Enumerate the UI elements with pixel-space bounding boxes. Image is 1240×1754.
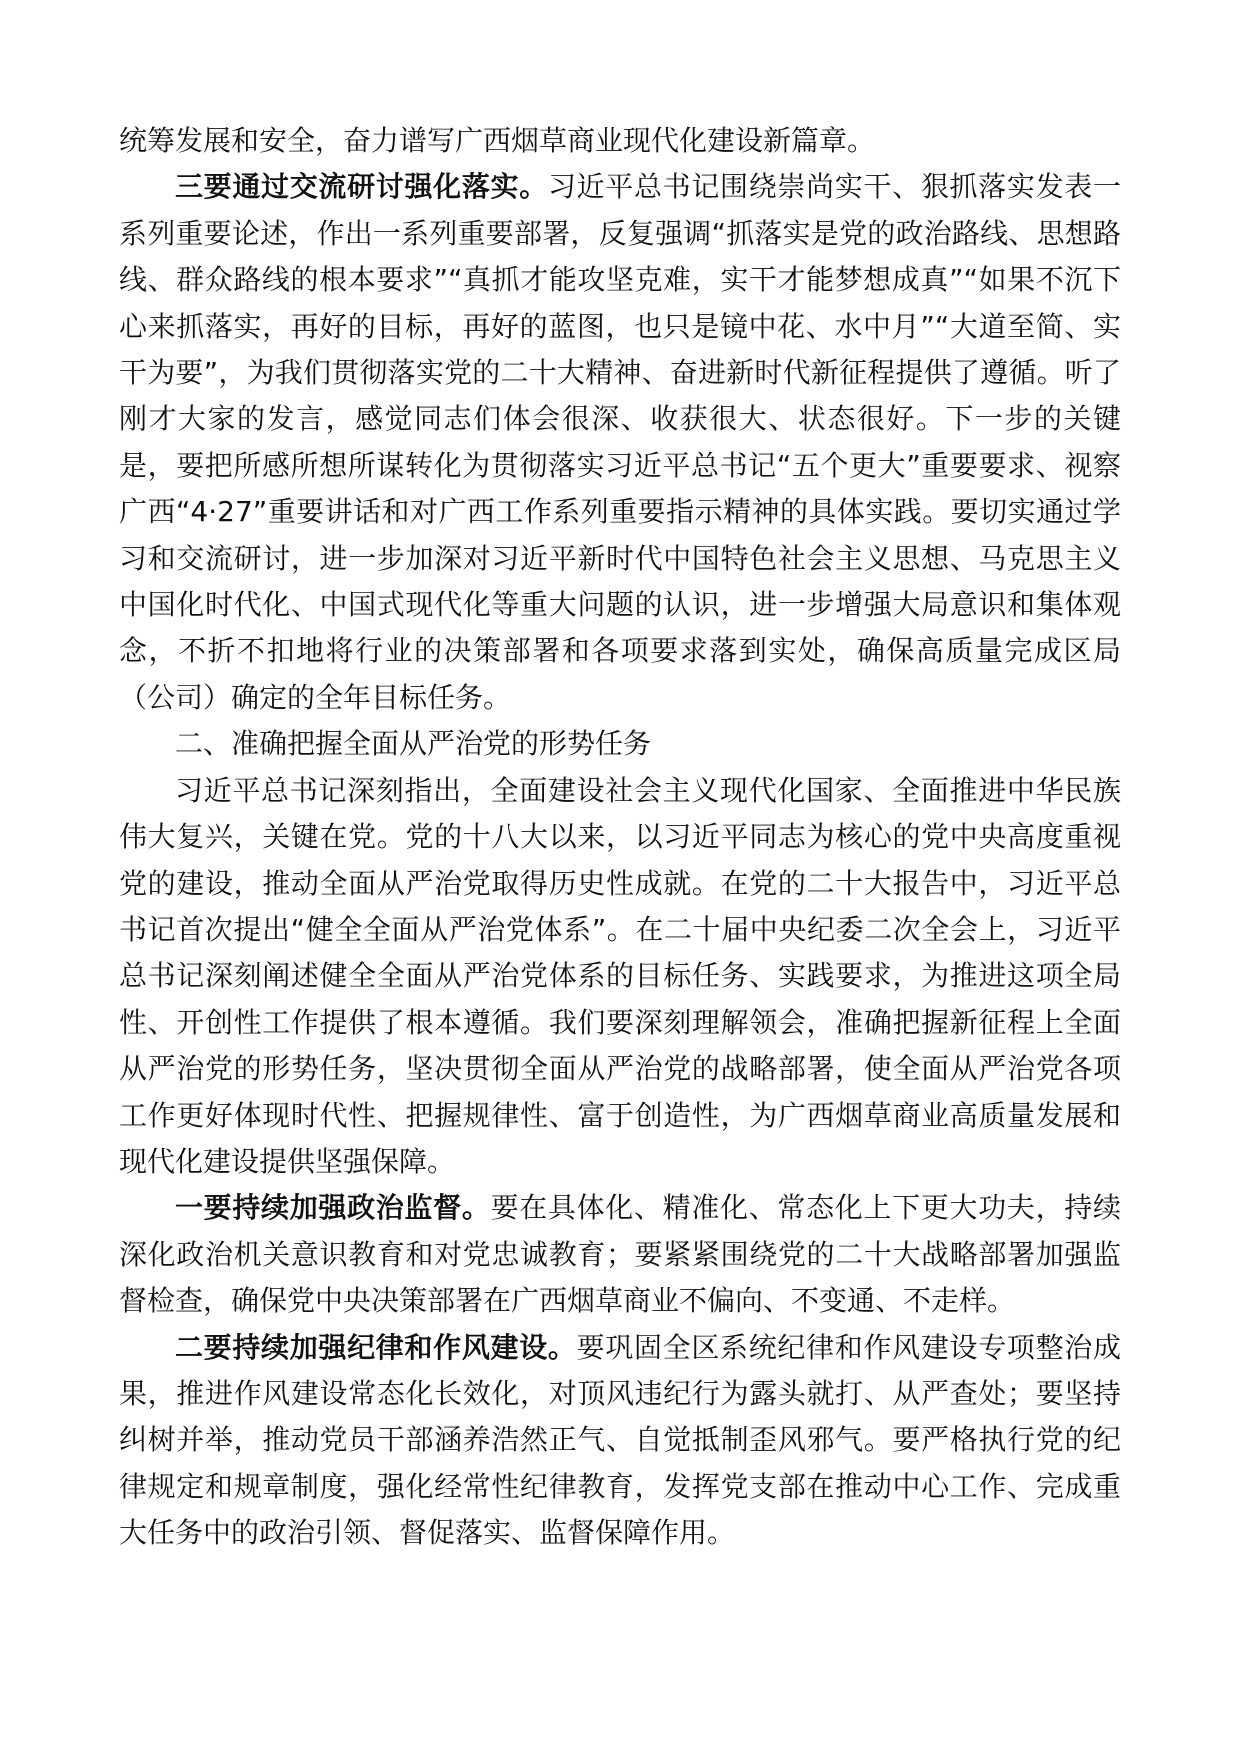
paragraph-point-two: [119, 1325, 1121, 1557]
paragraph-text: 要在具体化、精准化、常态化上下更大功夫，持续深化政治机关意识教育和对党忠诚教育；要紧紧围绕党的二十大战略部署加强监督检查，确保党中央决策部署在广西烟草商业不偏向、不变通、不走样。: [119, 1191, 1121, 1318]
section-heading-text: 二、准确把握全面从严治党的形势任务: [175, 727, 652, 761]
paragraph-lead: 二要持续加强纪律和作风建设。: [175, 1330, 577, 1364]
paragraph-text: 习近平总书记围绕崇尚实干、狠抓落实发表一系列重要论述，作出一系列重要部署，反复强调“抓落实是党的政治路线、思想路线、群众路线的根本要求”“真抓才能攻坚克难，实干才能梦想成真”“如果不沉下心来抓落实，再好的目标，再好的蓝图，也只是镜中花、水中月”“大道至简、实干为要”，为我们贯彻落实党的二十大精神、奋进新时代新征程提供了遵循。听了刚才大家的发言，感觉同志们体会很深、收获很大、状态很好。下一步的关键是，要把所感所想所谋转化为贯彻落实习近平总书记“五个更大”重要要求、视察广西“4·27”重要讲话和对广西工作系列重要指示精神的具体实践。要切实通过学习和交流研讨，进一步加深对习近平新时代中国特色社会主义思想、马克思主义中国化时代化、中国式现代化等重大问题的认识，进一步增强大局意识和集体观念，不折不扣地将行业的决策部署和各项要求落到实处，确保高质量完成区局（公司）确定的全年目标任务。: [119, 170, 1121, 714]
paragraph-continuation: [119, 118, 1121, 164]
paragraph-text: 要巩固全区系统纪律和作风建设专项整治成果，推进作风建设常态化长效化，对顶风违纪行为露头就打、从严查处；要坚持纠树并举，推动党员干部涵养浩然正气、自觉抵制歪风邪气。要严格执行党的纪律规定和规章制度，强化经常性纪律教育，发挥党支部在推动中心工作、完成重大任务中的政治引领、督促落实、监督保障作用。: [119, 1330, 1121, 1550]
document-page: [119, 118, 1121, 1557]
paragraph-point-three: [119, 164, 1121, 721]
paragraph-lead: 三要通过交流研讨强化落实。: [175, 170, 548, 204]
paragraph-point-one: [119, 1185, 1121, 1324]
paragraph-lead: 一要持续加强政治监督。: [175, 1191, 491, 1225]
paragraph-section-intro: [119, 768, 1121, 1186]
paragraph-text: 习近平总书记深刻指出，全面建设社会主义现代化国家、全面推进中华民族伟大复兴，关键在党。党的十八大以来，以习近平同志为核心的党中央高度重视党的建设，推动全面从严治党取得历史性成就。在党的二十大报告中，习近平总书记首次提出“健全全面从严治党体系”。在二十届中央纪委二次全会上，习近平总书记深刻阐述健全全面从严治党体系的目标任务、实践要求，为推进这项全局性、开创性工作提供了根本遵循。我们要深刻理解领会，准确把握新征程上全面从严治党的形势任务，坚决贯彻全面从严治党的战略部署，使全面从严治党各项工作更好体现时代性、把握规律性、富于创造性，为广西烟草商业高质量发展和现代化建设提供坚强保障。: [119, 773, 1121, 1178]
paragraph-text: 统筹发展和安全，奋力谱写广西烟草商业现代化建设新篇章。: [119, 124, 876, 157]
section-heading: [119, 721, 1121, 767]
